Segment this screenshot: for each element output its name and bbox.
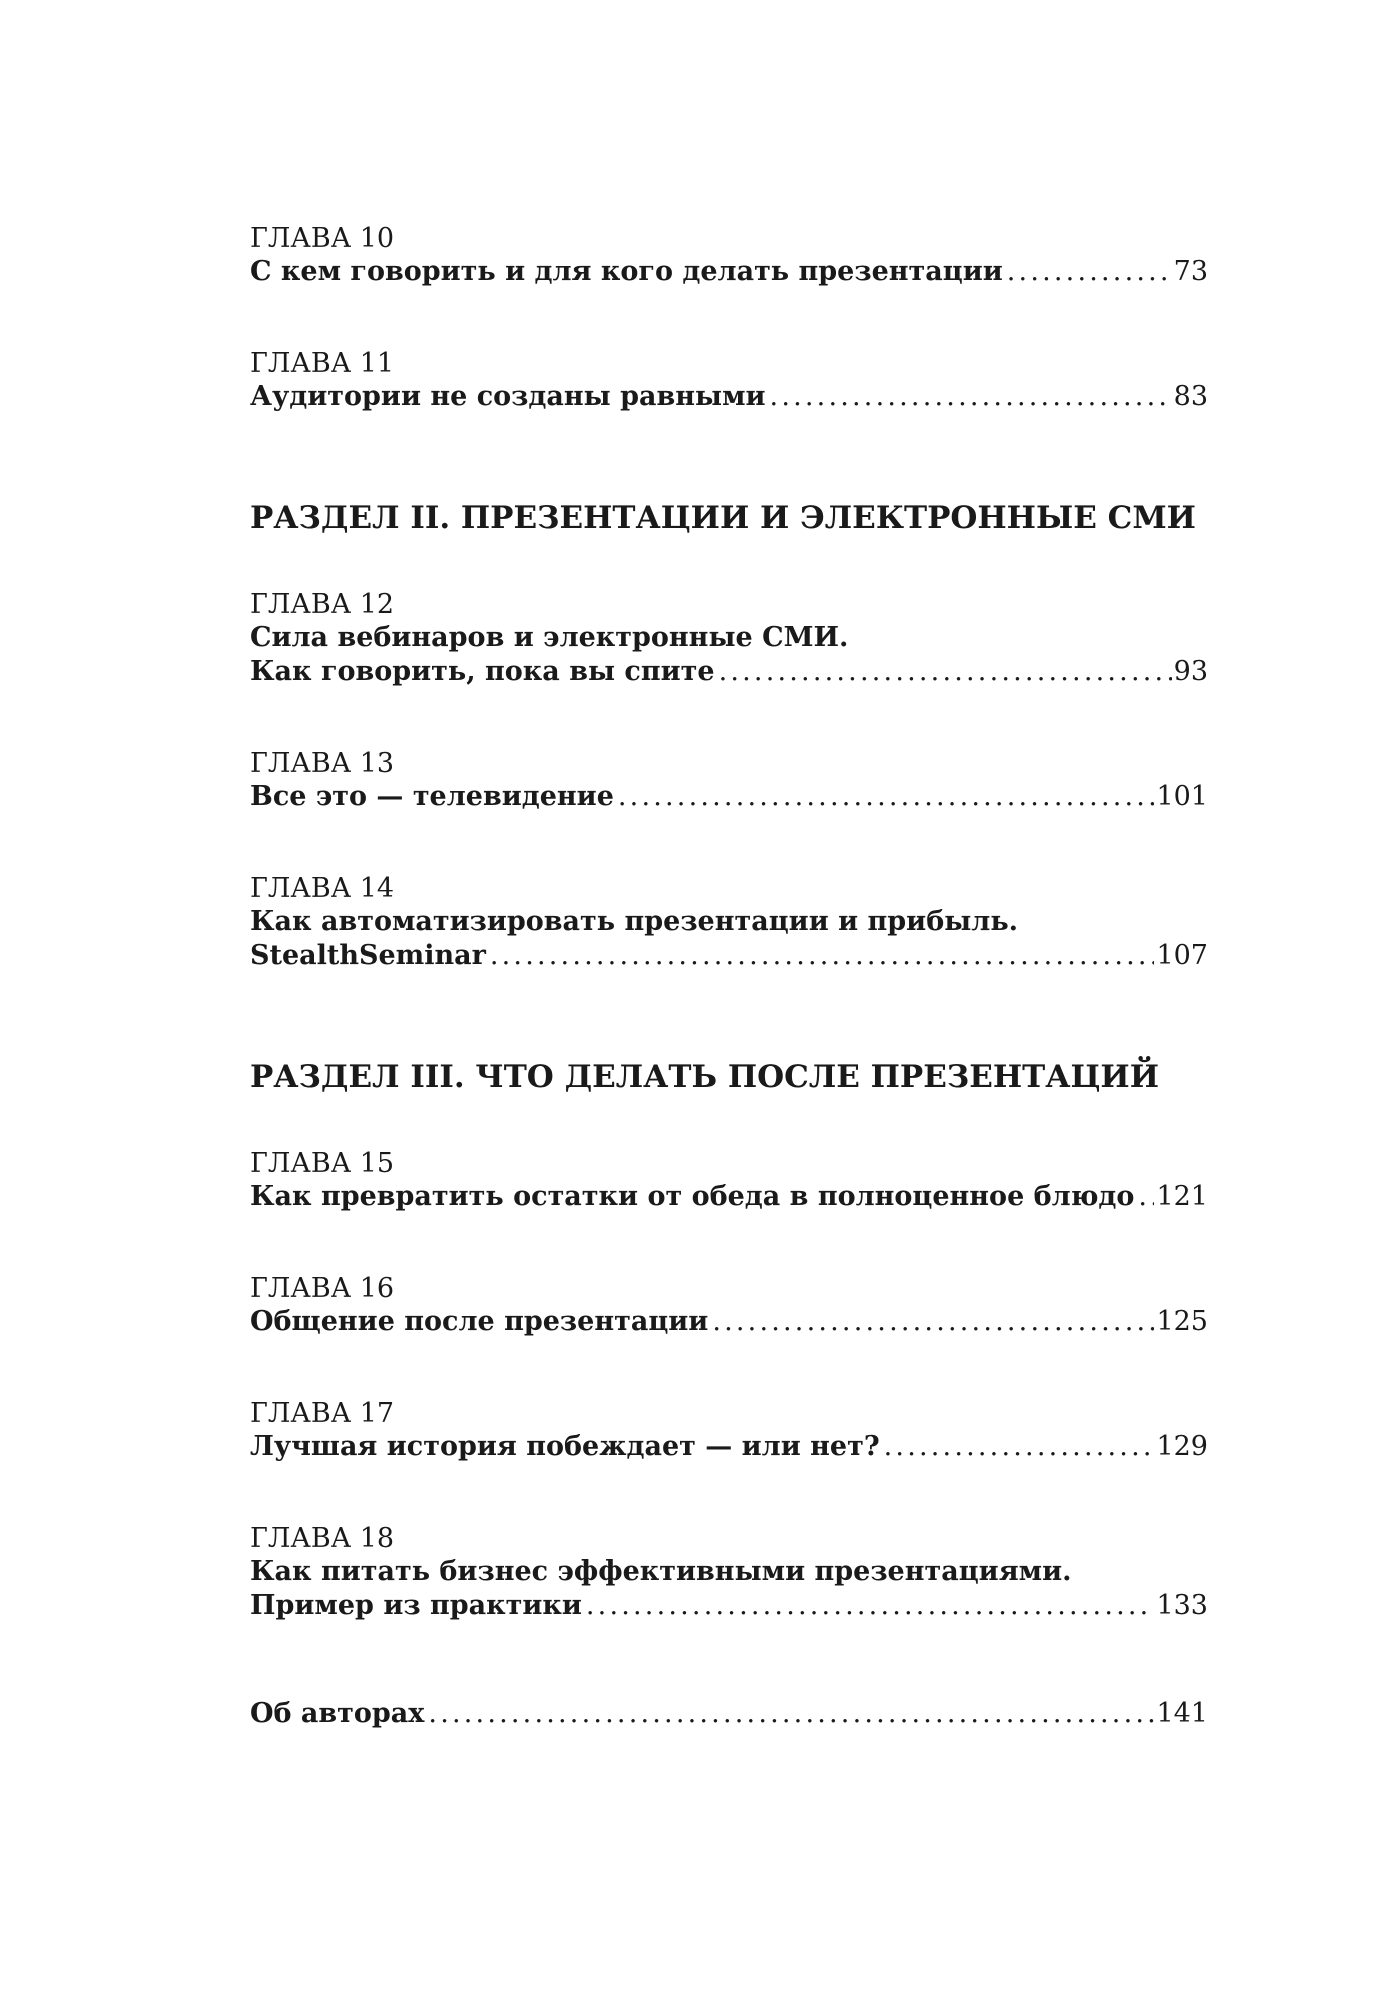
dot-leader [884, 1430, 1155, 1464]
dot-leader [1007, 255, 1172, 289]
toc-leader-line [250, 939, 1208, 973]
chapter-title-line: Сила вебинаров и электронные СМИ. [250, 622, 849, 653]
dot-leader [428, 1697, 1154, 1731]
dot-leader [618, 780, 1155, 814]
toc-leader-line [250, 1697, 1208, 1731]
toc-entry[interactable] [250, 1147, 1208, 1214]
page-number: 73 [1173, 256, 1208, 287]
chapter-title: Лучшая история побеждает — или нет? [250, 1431, 880, 1462]
chapter-title: С кем говорить и для кого делать презентации [250, 256, 1003, 287]
dot-leader [770, 380, 1172, 414]
chapter-title: Как говорить, пока вы спите [250, 656, 715, 687]
page-number: 93 [1173, 656, 1208, 687]
toc-leader-line [250, 380, 1208, 414]
page-number: 141 [1156, 1698, 1208, 1729]
chapter-label: ГЛАВА 10 [250, 223, 395, 254]
dot-leader [719, 655, 1172, 689]
chapter-title: StealthSeminar [250, 940, 486, 971]
chapter-label: ГЛАВА 17 [250, 1398, 395, 1429]
toc-leader-line [250, 1180, 1208, 1214]
chapter-label: ГЛАВА 11 [250, 348, 395, 379]
chapter-title: Аудитории не созданы равными [250, 381, 766, 412]
page-number: 133 [1156, 1590, 1208, 1621]
chapter-title: Пример из практики [250, 1590, 582, 1621]
chapter-label: ГЛАВА 16 [250, 1273, 395, 1304]
section-heading: РАЗДЕЛ III. ЧТО ДЕЛАТЬ ПОСЛЕ ПРЕЗЕНТАЦИЙ [250, 1059, 1159, 1095]
dot-leader [586, 1589, 1155, 1623]
toc-leader-line [250, 780, 1208, 814]
chapter-label: ГЛАВА 15 [250, 1148, 395, 1179]
page-number: 107 [1156, 940, 1208, 971]
toc-entry[interactable] [250, 1272, 1208, 1339]
chapter-label: ГЛАВА 12 [250, 589, 395, 620]
section-heading: РАЗДЕЛ II. ПРЕЗЕНТАЦИИ И ЭЛЕКТРОННЫЕ СМИ [250, 500, 1196, 536]
chapter-title: Все это — телевидение [250, 781, 614, 812]
chapter-title: Об авторах [250, 1698, 425, 1729]
toc-leader-line [250, 255, 1208, 289]
chapter-label: ГЛАВА 14 [250, 873, 395, 904]
toc-entry[interactable] [250, 872, 1208, 973]
page-number: 121 [1156, 1181, 1208, 1212]
toc-leader-line [250, 1430, 1208, 1464]
chapter-label: ГЛАВА 13 [250, 748, 395, 779]
chapter-label: ГЛАВА 18 [250, 1523, 395, 1554]
chapter-title-line: Как автоматизировать презентации и прибыль. [250, 906, 1019, 937]
chapter-title-line: Как питать бизнес эффективными презентациями. [250, 1556, 1072, 1587]
toc-entry[interactable] [250, 588, 1208, 689]
table-of-contents [250, 222, 1208, 1731]
toc-entry[interactable] [250, 222, 1208, 289]
toc-entry[interactable] [250, 347, 1208, 414]
dot-leader [712, 1305, 1154, 1339]
toc-entry[interactable] [250, 747, 1208, 814]
toc-leader-line [250, 1305, 1208, 1339]
toc-leader-line [250, 1589, 1208, 1623]
page-number: 125 [1156, 1306, 1208, 1337]
toc-leader-line [250, 655, 1208, 689]
page-number: 101 [1156, 781, 1208, 812]
dot-leader [1138, 1180, 1154, 1214]
dot-leader [490, 939, 1155, 973]
page-number: 83 [1173, 381, 1208, 412]
chapter-title: Как превратить остатки от обеда в полноценное блюдо [250, 1181, 1135, 1212]
toc-entry[interactable] [250, 1397, 1208, 1464]
toc-entry[interactable] [250, 1697, 1208, 1731]
chapter-title: Общение после презентации [250, 1306, 709, 1337]
toc-entry[interactable] [250, 1522, 1208, 1623]
page-number: 129 [1156, 1431, 1208, 1462]
